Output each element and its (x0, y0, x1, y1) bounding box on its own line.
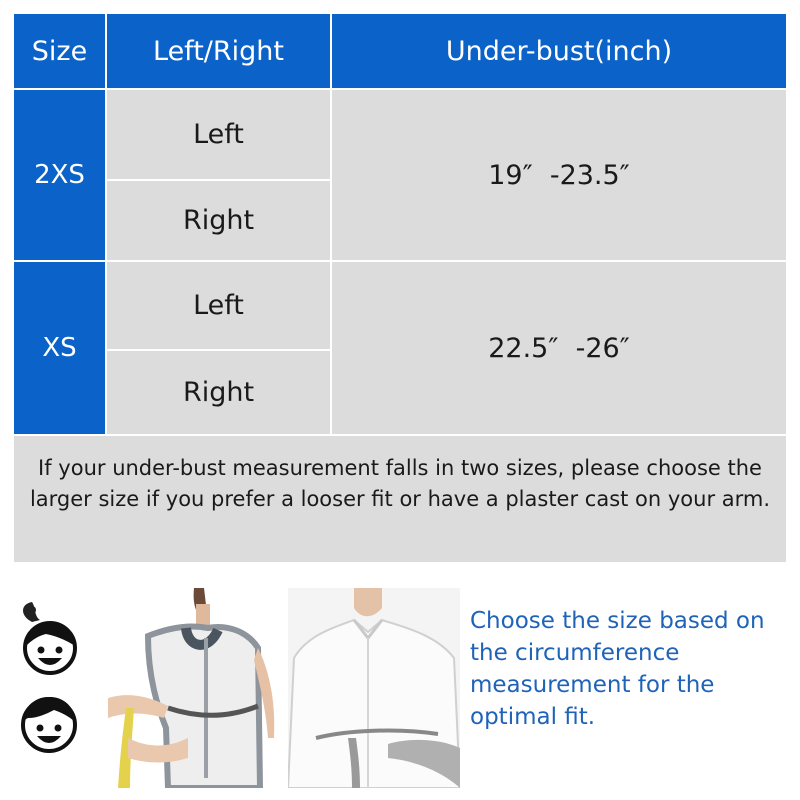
side-cell-left: Left (107, 90, 330, 179)
side-cell-left: Left (107, 262, 330, 349)
girl-face-icon (10, 600, 80, 680)
side-cell-right: Right (107, 351, 330, 434)
header-size: Size (14, 14, 105, 88)
size-note: If your under-bust measurement falls in two sizes, please choose the larger size if you prefer a looser fit or have a plaster cast on your arm. (14, 436, 786, 562)
size-cell-xs: XS (14, 262, 105, 434)
size-advice-text: Choose the size based on the circumference measurement for the optimal fit. (470, 608, 765, 730)
photo-man-measuring (288, 588, 460, 788)
photo-woman-measuring (108, 588, 286, 788)
side-cell-right: Right (107, 181, 330, 260)
size-cell-2xs: 2XS (14, 90, 105, 260)
header-left-right: Left/Right (107, 14, 330, 88)
header-under-bust: Under-bust(inch) (332, 14, 786, 88)
range-cell-2xs: 19″ -23.5″ (332, 90, 786, 260)
range-cell-xs: 22.5″ -26″ (332, 262, 786, 434)
boy-face-icon (14, 688, 84, 758)
